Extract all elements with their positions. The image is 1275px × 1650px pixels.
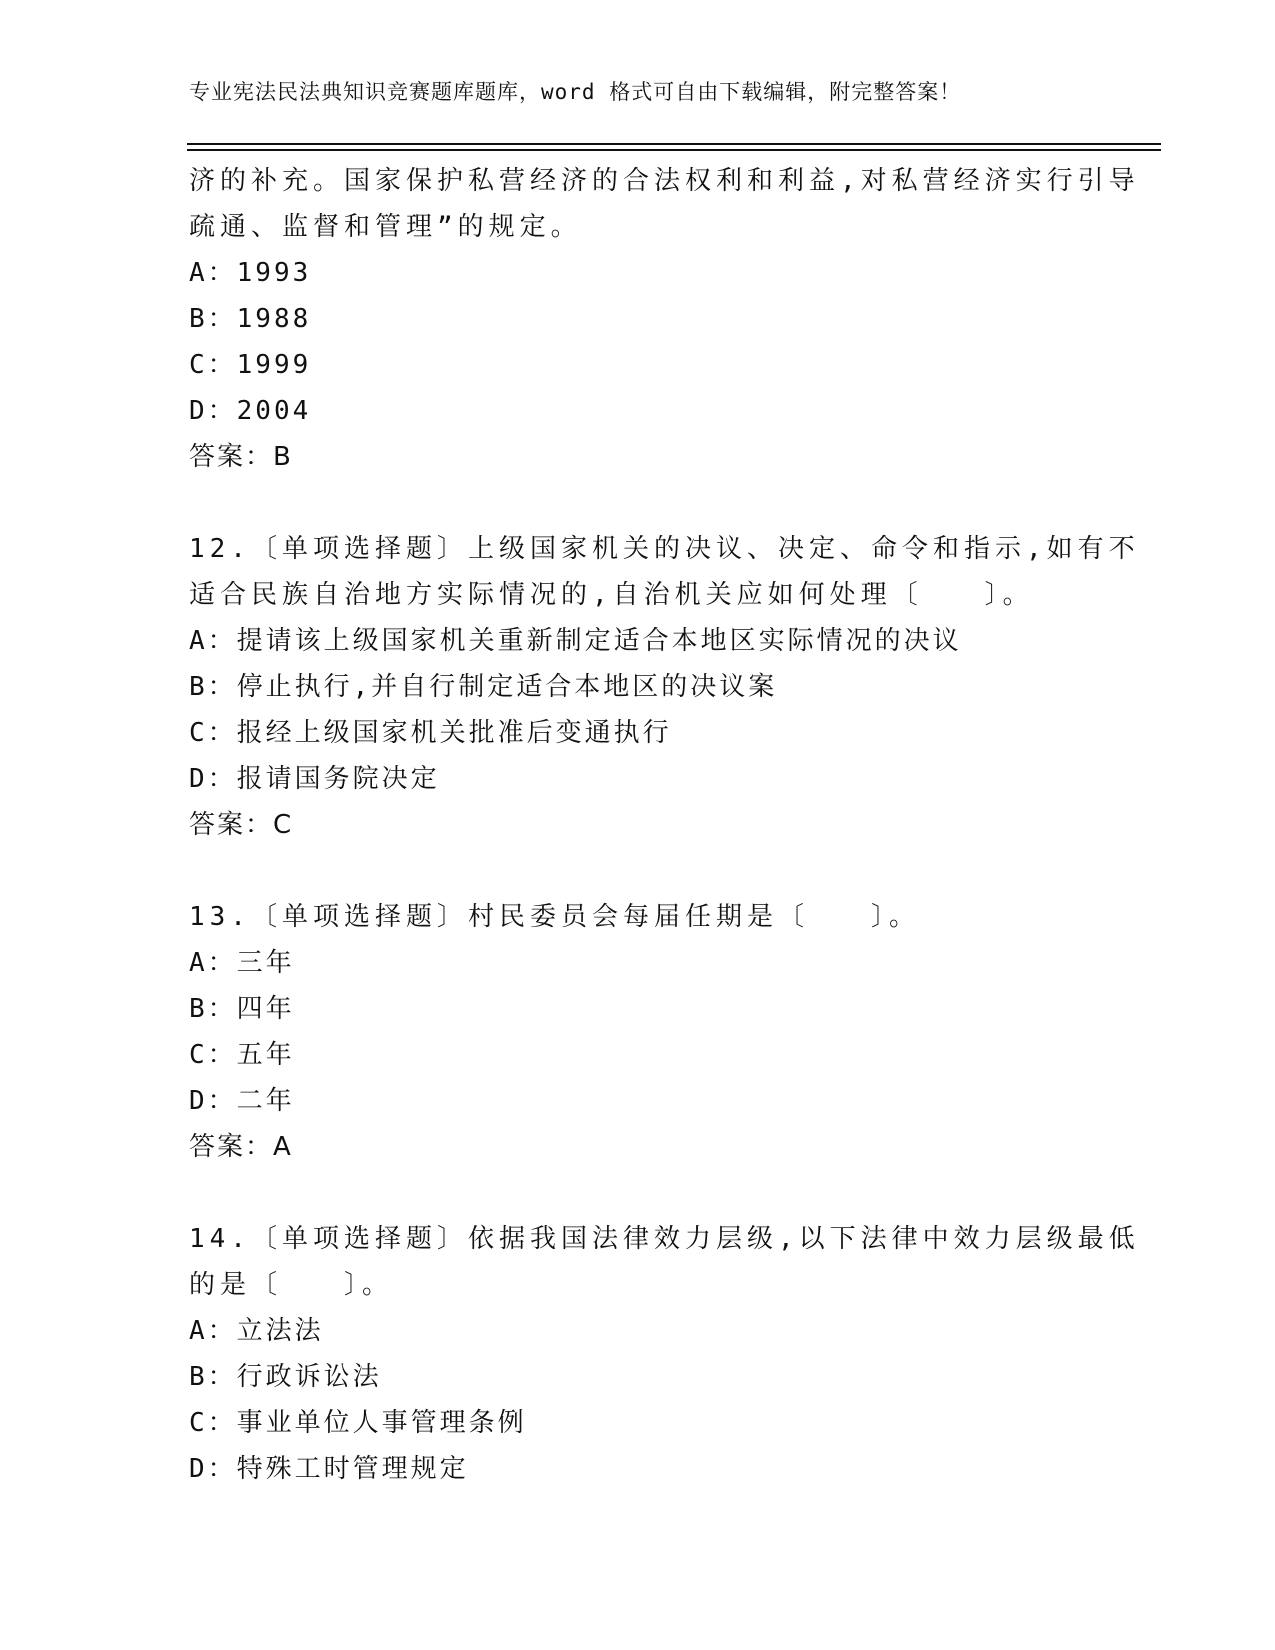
question-text-line: 13.〔单项选择题〕村民委员会每届任期是〔 〕。: [189, 902, 920, 932]
option-a: A：提请该上级国家机关重新制定适合本地区实际情况的决议: [189, 626, 962, 656]
option-c: C：事业单位人事管理条例: [189, 1408, 527, 1438]
option-a: A：立法法: [189, 1316, 324, 1346]
option-d: D：2004: [189, 396, 312, 426]
option-b: B：停止执行,并自行制定适合本地区的决议案: [189, 672, 778, 702]
spacer: [189, 1170, 1109, 1216]
option-c: C：五年: [189, 1040, 295, 1070]
question-list: [189, 158, 1140, 1492]
question-text-line: 适合民族自治地方实际情况的,自治机关应如何处理〔 〕。: [189, 580, 1034, 610]
option-b: B：行政诉讼法: [189, 1362, 382, 1392]
option-b: B：四年: [189, 994, 295, 1024]
spacer: [189, 480, 1109, 526]
option-c: C：报经上级国家机关批准后变通执行: [189, 718, 672, 748]
question-12: [189, 526, 1140, 848]
page-header: 专业宪法民法典知识竞赛题库题库，word 格式可自由下载编辑，附完整答案！: [189, 80, 962, 104]
option-d: D：特殊工时管理规定: [189, 1454, 469, 1484]
header-double-rule: [187, 143, 1161, 151]
answer-line: 答案：A: [189, 1132, 293, 1162]
option-b: B：1988: [189, 304, 312, 334]
question-text-line: 的是〔 〕。: [189, 1270, 394, 1300]
answer-line: 答案：C: [189, 810, 294, 840]
question-14: [189, 1216, 1140, 1492]
option-d: D：报请国务院决定: [189, 764, 440, 794]
question-text-line: 14.〔单项选择题〕依据我国法律效力层级,以下法律中效力层级最低: [189, 1224, 1140, 1254]
question-text-line: 12.〔单项选择题〕上级国家机关的决议、决定、命令和指示,如有不: [189, 534, 1140, 564]
question-text-line: 疏通、监督和管理”的规定。: [189, 212, 582, 242]
option-d: D：二年: [189, 1086, 295, 1116]
question-text-line: 济的补充。国家保护私营经济的合法权利和利益,对私营经济实行引导: [189, 166, 1140, 196]
option-c: C：1999: [189, 350, 312, 380]
question-11-continuation: [189, 158, 1140, 480]
answer-line: 答案：B: [189, 442, 293, 472]
option-a: A：1993: [189, 258, 312, 288]
question-13: [189, 894, 1109, 1170]
option-a: A：三年: [189, 948, 295, 978]
spacer: [189, 848, 1109, 894]
